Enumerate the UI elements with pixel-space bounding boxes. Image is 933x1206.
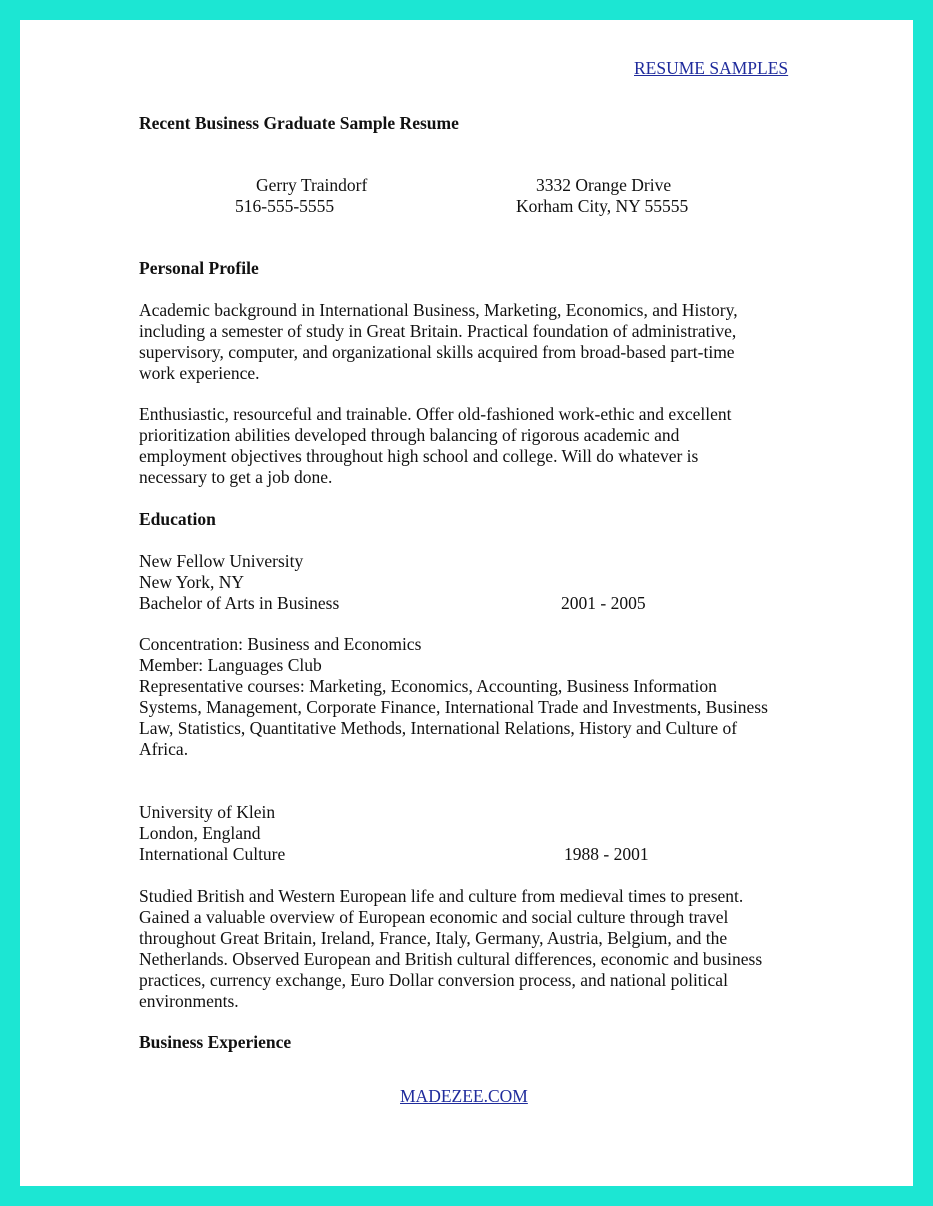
school-degree: Bachelor of Arts in Business [139, 593, 340, 613]
school-1-details [139, 634, 768, 760]
text-line: environments. [139, 991, 239, 1011]
text-line: Netherlands. Observed European and British cultural differences, economic and business [139, 949, 763, 969]
contact-name: Gerry Traindorf [256, 175, 368, 195]
resume-samples-link[interactable]: RESUME SAMPLES [634, 58, 789, 78]
resume-title: Recent Business Graduate Sample Resume [139, 113, 459, 133]
school-2-details [139, 886, 762, 1012]
profile-paragraph-2 [139, 404, 732, 488]
text-line: Africa. [139, 739, 189, 759]
resume-page [20, 20, 913, 1186]
text-line: Member: Languages Club [139, 655, 322, 675]
school-2-dates: 1988 - 2001 [564, 844, 649, 864]
school-1-dates: 2001 - 2005 [561, 593, 646, 613]
school-2-block [139, 802, 285, 865]
school-name: University of Klein [139, 802, 276, 822]
text-line: Concentration: Business and Economics [139, 634, 422, 654]
text-line: practices, currency exchange, Euro Dollar conversion process, and national political [139, 970, 728, 990]
text-line: necessary to get a job done. [139, 467, 333, 487]
text-line: throughout Great Britain, Ireland, France, Italy, Germany, Austria, Belgium, and the [139, 928, 728, 948]
text-line: work experience. [139, 363, 260, 383]
school-location: London, England [139, 823, 261, 843]
contact-phone: 516-555-5555 [235, 196, 335, 216]
profile-paragraph-1 [139, 300, 738, 384]
text-line: Law, Statistics, Quantitative Methods, International Relations, History and Culture of [139, 718, 738, 738]
school-name: New Fellow University [139, 551, 304, 571]
school-1-block [139, 551, 339, 614]
text-line: Gained a valuable overview of European economic and social culture through travel [139, 907, 729, 927]
text-line: Systems, Management, Corporate Finance, International Trade and Investments, Business [139, 697, 768, 717]
contact-city: Korham City, NY 55555 [516, 196, 689, 216]
text-line: Enthusiastic, resourceful and trainable. Offer old-fashioned work-ethic and excellent [139, 404, 732, 424]
education-heading: Education [139, 509, 216, 529]
text-line: Studied British and Western European life and culture from medieval times to present. [139, 886, 744, 906]
text-line: supervisory, computer, and organizational skills acquired from broad-based part-time [139, 342, 735, 362]
text-line: Academic background in International Business, Marketing, Economics, and History, [139, 300, 738, 320]
text-line: including a semester of study in Great Britain. Practical foundation of administrative, [139, 321, 737, 341]
profile-heading: Personal Profile [139, 258, 259, 278]
text-line: employment objectives throughout high school and college. Will do whatever is [139, 446, 699, 466]
madezee-link[interactable]: MADEZEE.COM [400, 1086, 528, 1106]
contact-street: 3332 Orange Drive [536, 175, 672, 195]
school-location: New York, NY [139, 572, 245, 592]
experience-heading: Business Experience [139, 1032, 292, 1052]
text-line: Representative courses: Marketing, Economics, Accounting, Business Information [139, 676, 717, 696]
school-degree: International Culture [139, 844, 286, 864]
text-line: prioritization abilities developed through balancing of rigorous academic and [139, 425, 680, 445]
